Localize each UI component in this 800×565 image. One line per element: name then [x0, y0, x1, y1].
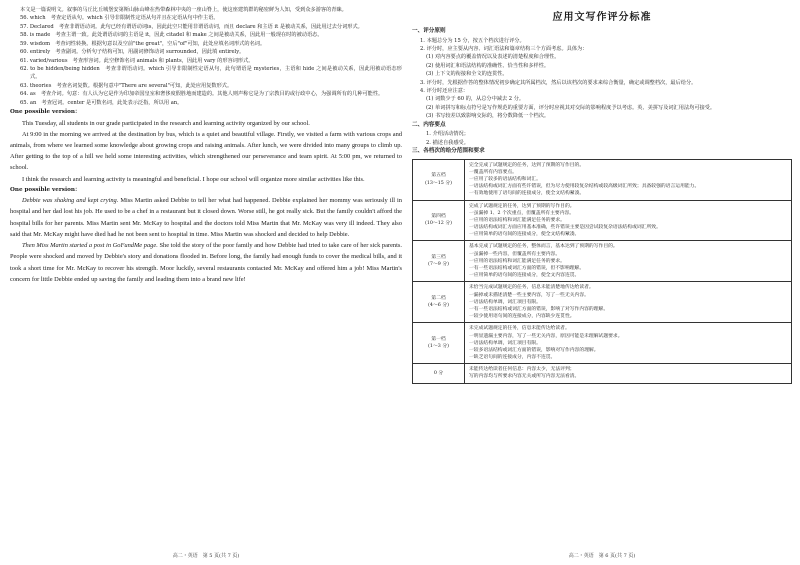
version-1-para: This Tuesday, all students in our grade participated in the research and learning activity organized by our school.: [22, 119, 310, 127]
rubric-row: [413, 364, 792, 383]
rubric-grade-cell: [413, 282, 465, 323]
rubric-criterion: 完全完成了试题规定的任务，达到了预期的写作目的。: [469, 162, 585, 168]
principle-line: 3. 评分时，先根据作答的整体情况初步确定其所属档次，然后以该档次的要求来综合衡量，确定或调整档次，最后给分。: [420, 79, 697, 86]
grade-points: (4～6 分): [428, 303, 449, 309]
rubric-desc-cell: [465, 159, 792, 200]
answer-item: 58. is made 考查主谓一致。此处谓语动词的主语是 it，因此 citadel 和 make 之间是被动关系，因此用一般现在时的被动语态。: [20, 32, 323, 39]
left-page: [10, 6, 402, 559]
grade-points: (1～3 分): [428, 344, 449, 350]
passage-intro: 本文是一篇说明文。叙事的马丘比丘城堡安第斯山脉山峰在热带森林中央的一座山脊上，使这座建筑群的秘密鲜为人知，受到众多游客的青睐。: [20, 7, 347, 13]
grade-name: 第五档: [431, 173, 446, 179]
rubric-row: [413, 282, 792, 323]
answer-item: 62. to be hidden/being hidden 考查非谓语动词。which 引导非限制性定语从句，此句谓语是 mysteries，主语和 hide 之间是被动关系，因此用被动语态形式。: [20, 65, 402, 81]
page-footer: 高二・英语 第 5 页(共 7 页): [172, 553, 240, 559]
rubric-row: [413, 323, 792, 364]
answer-item: 57. Declared 考查非谓语动词。此句已经有谓语动词is，因此此空只能用非谓语动词，而且 declare 和主语 it 是被动关系，因此用过去分词形式。: [20, 23, 363, 30]
section-heading: 二、内容要点: [412, 121, 446, 128]
rubric-criterion: 基本完成了试题规定的任务，整体而言，基本达到了预期的写作目的。: [469, 244, 618, 250]
answer-explanations: [10, 14, 402, 107]
grade-points: (13～15 分): [424, 180, 453, 186]
rubric-criterion: 一漏掉或未描述清楚一些主要内容，写了一些无关内容。: [469, 292, 589, 298]
rubric-row: [413, 159, 792, 200]
section-heading: 一、评分原则: [412, 28, 446, 34]
grade-points: (7～9 分): [428, 262, 449, 268]
version-2-para: [10, 240, 402, 285]
rubric-title: 应用文写作评分标准: [552, 12, 652, 23]
rubric-criterion: 未恰当完成试题规定的任务，信息未能清楚地传达给读者。: [469, 285, 594, 291]
rubric-desc-cell: [465, 364, 792, 383]
grade-name: 第四档: [431, 214, 446, 220]
grade-name: 第二档: [431, 296, 446, 302]
version-1-label: One possible version：: [10, 109, 81, 116]
rubric-criterion: 一覆盖所有内容要点。: [469, 169, 517, 175]
rubric-criterion: 一虽漏掉一些内容，但覆盖所有主要内容。: [469, 251, 561, 257]
rubric-criterion: 一较多语法结构或词汇方面的错误，影响对写作内容的理解。: [469, 347, 599, 353]
rubric-desc-cell: [465, 200, 792, 241]
answer-item: 56. which 考查定语从句。which 引导非限制性定语从句并且在定语从句中作主语。: [20, 15, 219, 22]
rubric-criterion: 一应用简单的语句间的连接成分，使全文结构紧凑。: [469, 232, 580, 238]
section-heading: 三、各档次的给分范围和要求: [412, 148, 485, 155]
rubric-row: [413, 200, 792, 241]
rubric-criterion: 一虽漏掉 1、2 个次重点，但覆盖所有主要内容。: [469, 210, 575, 216]
principle-line: 1. 本题总分为 15 分，按五个档次进行评分。: [420, 37, 525, 44]
right-page: [412, 6, 792, 559]
rubric-criterion: 写的内容均与所要求内容无关或所写内容无法看清。: [469, 374, 580, 380]
version-2-label: One possible version：: [10, 186, 81, 193]
version-2-body: She told the story of the poor family and how Debbie had tried to take care of her sick parents. People were shocked and moved by Debbie's story and donations flooded in. Before long, the family had enough funds to cover the medical bills, and it took a short time for Mr. McKay to recover his strength. Moor luckily, several restaurants contacted Mr. McKay and offered him a job! Miss Martin's concern for little Debbie ended up saving the family and leading them into a brand new life!: [10, 242, 402, 283]
answer-item: 60. entirely 考查副词。分析句子结构可知，用副词修饰动词 surrounded，因此填 entirely。: [20, 49, 245, 56]
rubric-grade-cell: [413, 364, 465, 383]
grade-name: 0 分: [433, 370, 444, 376]
answer-item: 64. as 考查介词。句意：有人认为它是作为印加帝国皇室和奢侈度假胜地而建造的。其他人则声称它是为了宗教目的或行政中心，为强调所有的几种可能性。: [20, 91, 384, 98]
principle-line: 2. 评分时，应主要从内容、词汇语法和篇章结构三个方面考虑。具体为：: [420, 45, 588, 52]
answer-item: 65. an 考查冠词。center 是可数名词，此处表示泛指，所以用 an。: [20, 99, 183, 106]
answer-item: 63. theories 考查名词复数。根据句意中"There are several"可知，此处应用复数形式。: [20, 82, 233, 89]
rubric-criterion: 一有效地使用了语句间的连接成分，使全文结构紧凑。: [469, 191, 585, 197]
answer-item: 61. varied/various 考查形容词。此空修饰名词 animals 和 plants，因此用 vary 的形容词形式。: [20, 57, 254, 64]
grade-name: 第三档: [431, 255, 446, 261]
version-1-para: At 9:00 in the morning we arrived at the destination by bus, which is a quiet and beautiful village. Firstly, we visited a farm with various crops and animals, from where we learned some knowledge about growing crops and raising animals. After lunch, we were divided into many groups to climb up. After getting to the top of a hill we held some interesting activities, which strengthened our perseverance and team spirit. At 5:00 pm, we returned to school.: [10, 130, 402, 172]
principle-line: (2) 单词拼写和标点符号是写作规范的重要方面，评分时应视其对交际的影响程度予以考虑。英、美拼写及词汇用法均可接受。: [426, 104, 716, 111]
principle-line: (3) 书写较差以致影响交际的，将分数降低一个档次。: [426, 113, 550, 120]
principle-line: 4. 评分时还应注意：: [420, 88, 469, 95]
rubric-criterion: 未能传达给读者任何信息：内容太少，无法评判；: [469, 367, 575, 373]
rubric-grade-cell: [413, 323, 465, 364]
rubric-grade-cell: [413, 241, 465, 282]
principle-line: (1) 词数少于 60 的，从总分中减去 2 分。: [426, 96, 525, 103]
rubric-criterion: 一有一些语法结构或词汇方面的错误，但不影响理解。: [469, 266, 585, 271]
content-point: 1. 介绍活动情况；: [426, 131, 469, 138]
version-2-lead: Debbie was shaking and kept crying.: [22, 197, 119, 205]
rubric-criterion: 一应用了较多的语法结构和词汇。: [469, 176, 541, 182]
principle-line: (1) 对内容要点的覆盖情况以及表述的清楚程度和合理性。: [426, 54, 560, 61]
rubric-criterion: 一较少使用语句间的连接成分，内容缺少连贯性。: [469, 314, 575, 320]
grade-name: 第一档: [431, 337, 446, 343]
rubric-desc-cell: [465, 282, 792, 323]
rubric-criterion: 一有一些语法结构或词汇方面的错误，影响了对写作内容的理解。: [469, 306, 609, 312]
rubric-criterion: 一语法结构或词汇方面有些许错误，但为尽力使用较复杂结构或较高级词汇所致；具备较强的语言运用能力。: [469, 184, 700, 190]
rubric-desc-cell: [465, 241, 792, 282]
rubric-criterion: 一语法结构单调，词汇项目有限。: [469, 299, 541, 305]
rubric-criterion: 一应用的语法结构和词汇能满足任务的要求。: [469, 258, 565, 264]
rubric-row: [413, 241, 792, 282]
page-footer: 高二・英语 第 6 页(共 7 页): [568, 553, 636, 559]
rubric-criterion: 一语法结构或词汇方面应用基本准确，些许错误主要是因尝试较复杂语法结构或词汇所致。: [469, 225, 661, 231]
rubric-criterion: 一应用简单的语句间的连接成分，使全文内容连贯。: [469, 273, 580, 279]
rubric-criterion: 一应用的语法结构和词汇能满足任务的要求。: [469, 217, 565, 223]
answer-item: 59. wisdom 考查词性转换。根据句意以及空前"the great"，空后"of"可知，此处应填名词形式的名词。: [20, 40, 266, 47]
grade-points: (10～12 分): [424, 221, 453, 227]
version-2-para: [10, 195, 402, 240]
content-point: 2. 描述自我感受。: [426, 139, 469, 146]
version-2-body: Miss Martin asked Debbie to tell her what had happened. Debbie explained her mommy was seriously ill in hospital and her dad lost his job. He used to be a chef in a restaurant but it closed down. Worse still, he got really sick. But the family couldn't afford the hospital bills for her parents. Miss Martin sent Mr. McKay to hospital and the doctors told Miss Martin that Mr. McKay was very ill indeed. They also said that Mr. McKay might have died had he not been sent to hospital in time. Miss Martin was shocked and decided to help Debbie.: [10, 197, 403, 238]
rubric-criterion: 一明显遗漏主要内容，写了一些无关内容，原因可能是未理解试题要求。: [469, 333, 623, 339]
rubric-criterion: 完成了试题规定的任务，达到了预期的写作目的。: [469, 203, 575, 209]
rubric-criterion: 一缺乏语句间的连接成分，内容不连贯。: [469, 355, 556, 361]
principle-line: (3) 上下文的衔接和全文的连贯性。: [426, 71, 508, 78]
version-2-lead: Then Miss Martin started a post in GoFundMe page.: [22, 242, 158, 250]
version-1-para: I think the research and learning activity is meaningful and beneficial. I hope our school will organize more similar activities like this.: [22, 175, 365, 183]
rubric-table: [412, 159, 792, 384]
rubric-grade-cell: [413, 159, 465, 200]
rubric-criterion: 未完成试题规定的任务，信息未能传达给读者。: [469, 326, 570, 332]
principle-line: (2) 使用词汇和语法结构的准确性、恰当性和多样性。: [426, 62, 550, 69]
rubric-grade-cell: [413, 200, 465, 241]
rubric-criterion: 一语法结构单调，词汇项目有限。: [469, 340, 541, 346]
rubric-desc-cell: [465, 323, 792, 364]
